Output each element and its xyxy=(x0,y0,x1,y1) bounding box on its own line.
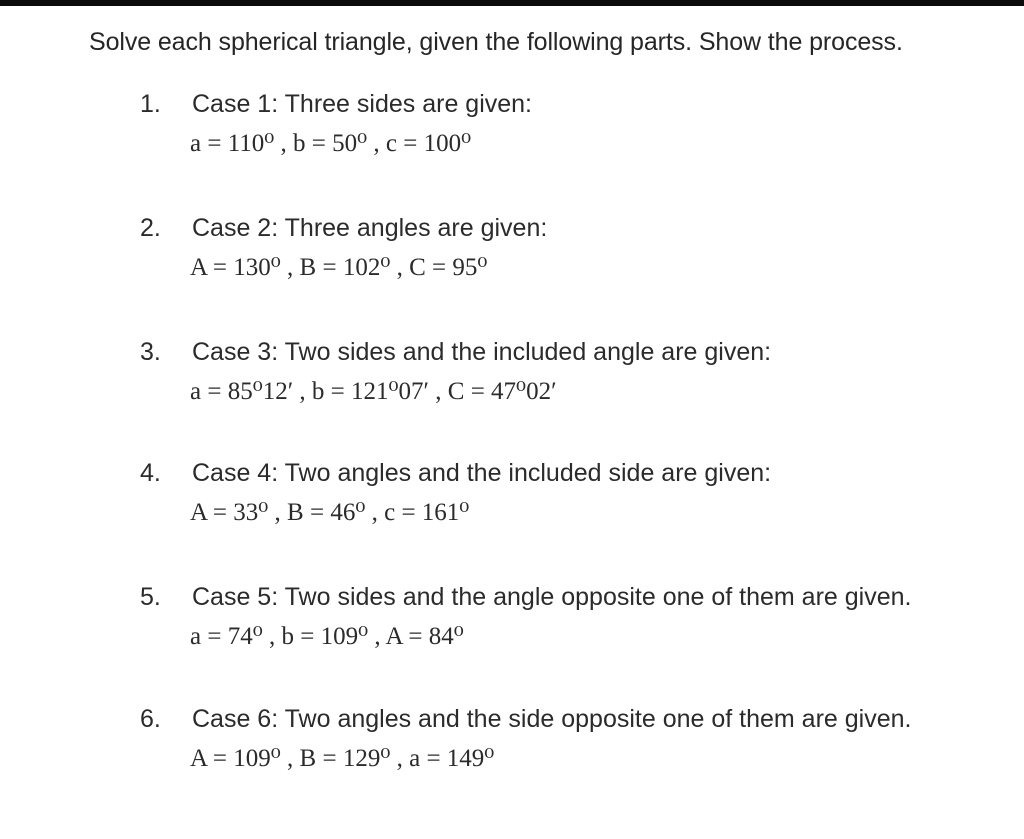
problem-number: 2. xyxy=(140,214,161,242)
instruction-heading: Solve each spherical triangle, given the following parts. Show the process. xyxy=(89,28,903,56)
problem-case-text: Case 2: Three angles are given: xyxy=(192,214,548,242)
problem-givens: A = 109⁰ , B = 129⁰ , a = 149⁰ xyxy=(190,745,495,772)
problem-givens: a = 74⁰ , b = 109⁰ , A = 84⁰ xyxy=(190,623,464,650)
top-border xyxy=(0,0,1024,6)
problem-number: 3. xyxy=(140,338,161,366)
problem-number: 5. xyxy=(140,583,161,611)
problem-givens: a = 85⁰12′ , b = 121⁰07′ , C = 47⁰02′ xyxy=(190,378,557,405)
problem-number: 1. xyxy=(140,90,161,118)
problem-case-text: Case 4: Two angles and the included side are given: xyxy=(192,459,772,487)
problem-number: 4. xyxy=(140,459,161,487)
problem-number: 6. xyxy=(140,705,161,733)
problem-case-text: Case 6: Two angles and the side opposite one of them are given. xyxy=(192,705,912,733)
problem-givens: a = 110⁰ , b = 50⁰ , c = 100⁰ xyxy=(190,130,472,157)
problem-givens: A = 130⁰ , B = 102⁰ , C = 95⁰ xyxy=(190,254,488,281)
problem-case-text: Case 5: Two sides and the angle opposite one of them are given. xyxy=(192,583,912,611)
problem-case-text: Case 1: Three sides are given: xyxy=(192,90,533,118)
problem-case-text: Case 3: Two sides and the included angle are given: xyxy=(192,338,772,366)
problem-givens: A = 33⁰ , B = 46⁰ , c = 161⁰ xyxy=(190,499,470,526)
